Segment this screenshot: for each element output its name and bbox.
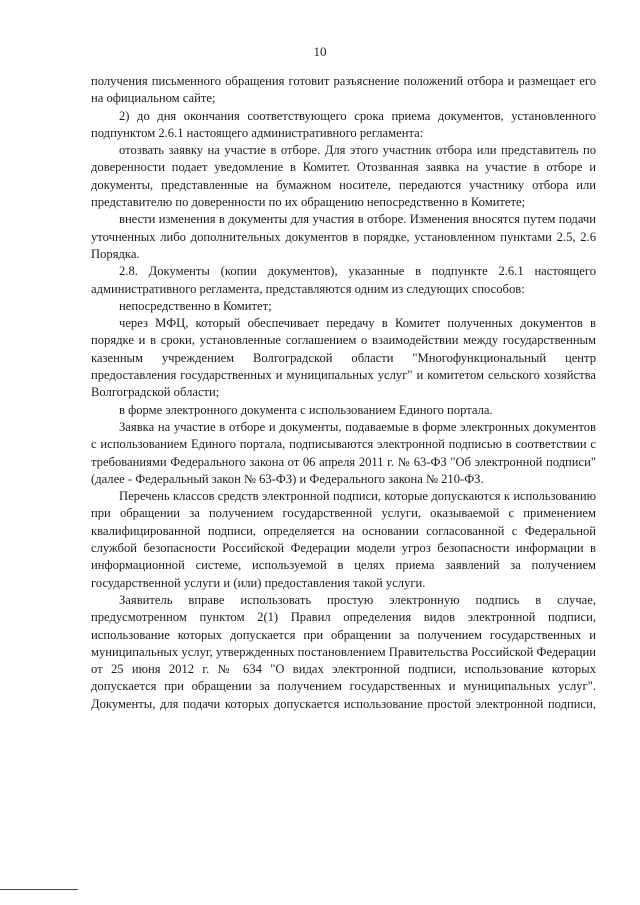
paragraph: непосредственно в Комитет; [119, 298, 272, 313]
paragraph: получения письменного обращения готовит разъяснение положений отбора и размещает его на официальном сайте; [91, 74, 596, 106]
paragraph: Перечень классов средств электронной подписи, которые допускаются к использованию при обращении за получением государственной услуги, оказываемой с применением квалифицированной подписи, определяется на основании согласованной с Федеральной службой безопасности Российской Федерации модели угроз безопасности информации в информационной системе, используемой в целях приема заявлений за получением государственной услуги и (или) предоставления такой услуги. [91, 489, 596, 590]
document-body [91, 73, 596, 713]
paragraph: 2.8. Документы (копии документов), указанные в подпункте 2.6.1 настоящего административного регламента, представляются одним из следующих способов: [91, 264, 596, 296]
paragraph: Заявитель вправе использовать простую электронную подпись в случае, предусмотренном пунктом 2(1) Правил определения видов электронной подписи, использование которых допускается при обращении за получением государственных и муниципальных услуг, утвержденных постановлением Правительства Российской Федерации от 25 июня 2012 г. № 634 "О видах электронной подписи, использование которых допускается при обращении за получением государственных и муниципальных услуг". Документы, для подачи которых допускается использование простой электронной подписи, [91, 592, 596, 711]
paragraph: через МФЦ, который обеспечивает передачу в Комитет полученных документов в порядке и в сроки, установленные соглашением о взаимодействии между государственным казенным учреждением Волгоградской области "Многофункциональный центр предоставления государственных и муниципальных услуг" и комитетом сельского хозяйства Волгоградской области; [91, 316, 596, 400]
paragraph: внести изменения в документы для участия в отборе. Изменения вносятся путем подачи уточненных либо дополнительных документов в порядке, установленном пунктами 2.5, 2.6 Порядка. [91, 212, 596, 261]
paragraph: Заявка на участие в отборе и документы, подаваемые в форме электронных документов с использованием Единого портала, подписываются электронной подписью в соответствии с требованиями Федерального закона от 06 апреля 2011 г. № 63-ФЗ "Об электронной подписи" (далее - Федеральный закон № 63-ФЗ) и Федерального закона № 210-ФЗ. [91, 419, 596, 486]
footer-divider [0, 889, 78, 890]
paragraph: отозвать заявку на участие в отборе. Для этого участник отбора или представитель по доверенности подает уведомление в Комитет. Отозванная заявка на участие в отборе и документы, представленные на бумажном носителе, передаются участнику отбора или представителю по доверенности по их обращению непосредственно в Комитете; [91, 143, 596, 210]
paragraph: в форме электронного документа с использованием Единого портала. [119, 402, 493, 417]
paragraph: 2) до дня окончания соответствующего срока приема документов, установленного подпунктом 2.6.1 настоящего административного регламента: [91, 108, 596, 140]
page-number: 10 [313, 44, 327, 59]
